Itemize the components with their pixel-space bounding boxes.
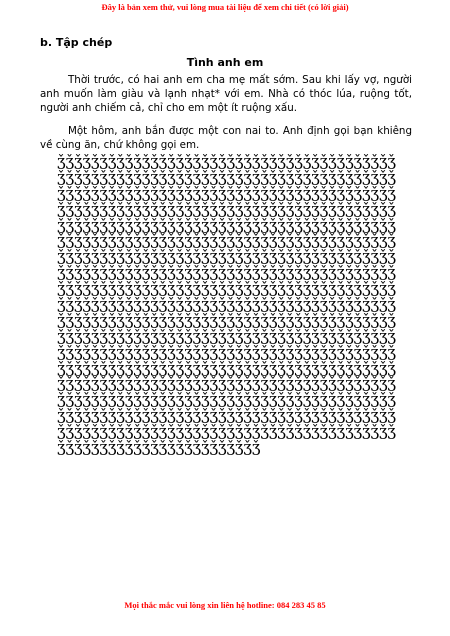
handwriting-practice-grid [57,154,450,456]
preview-notice: Đây là bản xem thử, vui lòng mua tài liệu để xem chi tiết (có lời giải) [101,2,349,12]
practice-line: ǯǯǯǯǯǯǯǯǯǯǯǯǯǯǯǯǯǯǯǯǯǯǯǯǯǯǯǯǯǯǯǯǯǯǯǯǯǯǯǯ [57,360,396,377]
practice-line: ǯǯǯǯǯǯǯǯǯǯǯǯǯǯǯǯǯǯǯǯǯǯǯǯǯǯǯǯǯǯǯǯǯǯǯǯǯǯǯǯ [57,233,396,250]
practice-line: ǯǯǯǯǯǯǯǯǯǯǯǯǯǯǯǯǯǯǯǯǯǯǯǯǯǯǯǯǯǯǯǯǯǯǯǯǯǯǯǯ [57,154,396,170]
practice-line: ǯǯǯǯǯǯǯǯǯǯǯǯǯǯǯǯǯǯǯǯǯǯǯǯǯǯǯǯǯǯǯǯǯǯǯǯǯǯǯǯ [57,392,396,409]
practice-line: ǯǯǯǯǯǯǯǯǯǯǯǯǯǯǯǯǯǯǯǯǯǯǯǯǯǯǯǯǯǯǯǯǯǯǯǯǯǯǯǯ [57,249,396,266]
passage-paragraph: Thời trước, có hai anh em cha mẹ mất sớm. Sau khi lấy vợ, người anh muốn làm giàu và lạnh nhạt* với em. Nhà có thóc lúa, ruộng tốt, người anh chiếm cả, chỉ cho em một ít ruộng xấu. [40,74,412,114]
practice-line: ǯǯǯǯǯǯǯǯǯǯǯǯǯǯǯǯǯǯǯǯǯǯǯǯǯǯǯǯǯǯǯǯǯǯǯǯǯǯǯǯ [57,297,396,313]
practice-line: ǯǯǯǯǯǯǯǯǯǯǯǯǯǯǯǯǯǯǯǯǯǯǯǯǯǯǯǯǯǯǯǯǯǯǯǯǯǯǯǯ [57,408,396,425]
practice-line: ǯǯǯǯǯǯǯǯǯǯǯǯǯǯǯǯǯǯǯǯǯǯǯǯǯǯǯǯǯǯǯǯǯǯǯǯǯǯǯǯ [57,169,396,186]
section-heading: b. Tập chép [40,36,113,49]
practice-line: ǯǯǯǯǯǯǯǯǯǯǯǯǯǯǯǯǯǯǯǯǯǯǯǯǯǯǯǯǯǯǯǯǯǯǯǯǯǯǯǯ [57,217,396,234]
practice-line: ǯǯǯǯǯǯǯǯǯǯǯǯǯǯǯǯǯǯǯǯǯǯǯǯǯǯǯǯǯǯǯǯǯǯǯǯǯǯǯǯ [57,312,396,329]
practice-line: ǯǯǯǯǯǯǯǯǯǯǯǯǯǯǯǯǯǯǯǯǯǯǯǯ [57,440,261,456]
practice-line: ǯǯǯǯǯǯǯǯǯǯǯǯǯǯǯǯǯǯǯǯǯǯǯǯǯǯǯǯǯǯǯǯǯǯǯǯǯǯǯǯ [57,185,396,202]
practice-line: ǯǯǯǯǯǯǯǯǯǯǯǯǯǯǯǯǯǯǯǯǯǯǯǯǯǯǯǯǯǯǯǯǯǯǯǯǯǯǯǯ [57,281,396,298]
practice-line: ǯǯǯǯǯǯǯǯǯǯǯǯǯǯǯǯǯǯǯǯǯǯǯǯǯǯǯǯǯǯǯǯǯǯǯǯǯǯǯǯ [57,328,396,345]
passage-paragraph: Một hôm, anh bắn được một con nai to. Anh định gọi bạn khiêng về cùng ăn, chứ không gọi em. [40,125,412,151]
practice-line: ǯǯǯǯǯǯǯǯǯǯǯǯǯǯǯǯǯǯǯǯǯǯǯǯǯǯǯǯǯǯǯǯǯǯǯǯǯǯǯǯ [57,265,396,282]
practice-line: ǯǯǯǯǯǯǯǯǯǯǯǯǯǯǯǯǯǯǯǯǯǯǯǯǯǯǯǯǯǯǯǯǯǯǯǯǯǯǯǯ [57,201,396,218]
passage-title: Tình anh em [186,56,264,69]
practice-line: ǯǯǯǯǯǯǯǯǯǯǯǯǯǯǯǯǯǯǯǯǯǯǯǯǯǯǯǯǯǯǯǯǯǯǯǯǯǯǯǯ [57,424,396,441]
practice-line: ǯǯǯǯǯǯǯǯǯǯǯǯǯǯǯǯǯǯǯǯǯǯǯǯǯǯǯǯǯǯǯǯǯǯǯǯǯǯǯǯ [57,376,396,393]
hotline-notice: Mọi thắc mắc vui lòng xin liên hệ hotline: 084 283 45 85 [124,600,326,610]
practice-line: ǯǯǯǯǯǯǯǯǯǯǯǯǯǯǯǯǯǯǯǯǯǯǯǯǯǯǯǯǯǯǯǯǯǯǯǯǯǯǯǯ [57,344,396,361]
